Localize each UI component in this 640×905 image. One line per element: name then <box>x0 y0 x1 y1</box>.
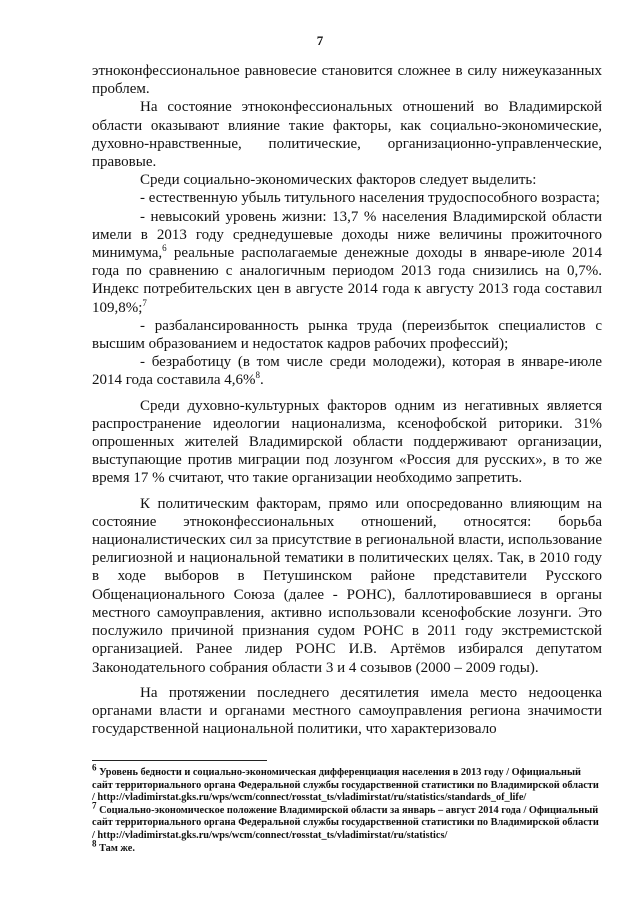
paragraph: На состояние этноконфессиональных отношений во Владимирской области оказывают влияние такие факторы, как социально-экономические, духовно-нравственные, политические, организационно-управленческие, правовые. <box>92 99 602 171</box>
footnote <box>92 762 604 805</box>
footnote <box>92 800 604 843</box>
list-item <box>92 353 602 389</box>
document-body <box>92 62 602 738</box>
list-item <box>92 208 602 317</box>
paragraph: этноконфессиональное равновесие становится сложнее в силу нижеуказанных проблем. <box>92 63 602 98</box>
paragraph: На протяжении последнего десятилетия имела место недооценка органами власти и органами местного самоуправления региона значимости государственной национальной политики, что характеризовало <box>92 684 602 738</box>
list-item: - разбалансированность рынка труда (переизбыток специалистов с высшим образованием и недостаток кадров рабочих профессий); <box>92 317 602 353</box>
footnote-text: Социально-экономическое положение Владимирской области за январь – август 2014 года / Официальный сайт территориального органа Федеральной службы государственной статистики по Владимирской области / http://vladimirstat.gks.ru/wps/wcm/connect/rosstat_ts/vladimirstat/ru/statistics/ <box>92 804 599 841</box>
paragraph: К политическим факторам, прямо или опосредованно влияющим на состояние этноконфессиональных отношений, относятся: борьба националистических сил за присутствие в региональной власти, использование религиозной и национальной тематики в политических целях. Так, в 2010 году в ходе выборов в Петушинском районе представители Русского Общенационального Союза (далее - РОНС), баллотировавшиеся в органы местного самоуправления, активно использовали ксенофобские лозунги. Это послужило причиной признания судом РОНС в 2011 году экстремистской организацией. Ранее лидер РОНС И.В. Артёмов избирался депутатом Законодательного собрания области 3 и 4 созывов (2000 – 2009 годы). <box>92 495 602 676</box>
list-item-text: . <box>259 372 264 389</box>
paragraph: Среди социально-экономических факторов следует выделить: <box>140 172 537 189</box>
list-item-text: - безработицу (в том числе среди молодежи), которая в январе-июле 2014 года составила 4,6% <box>92 354 602 389</box>
footnote-mark: 6 <box>92 762 97 773</box>
list-item: - естественную убыль титульного населения трудоспособного возраста; <box>140 190 600 207</box>
page-number: 7 <box>316 33 324 48</box>
paragraph: Среди духовно-культурных факторов одним из негативных является распространение идеологии национализма, ксенофобской риторики. 31% опрошенных жителей Владимирской области поддерживают организации, выступающие против миграции под лозунгом «Россия для русских», в то же время 17 % считают, что такие организации необходимо запретить. <box>92 397 602 487</box>
footnote-mark: 7 <box>92 800 97 811</box>
list-item-text: - невысокий уровень жизни: 13,7 % населения Владимирской области имели в 2013 году среднедушевые доходы ниже величины прожиточного минимума, <box>92 208 602 262</box>
footnote-ref: 6 <box>162 243 167 254</box>
footnote <box>92 838 604 856</box>
footnote-mark: 8 <box>92 838 97 849</box>
footnote-text: Уровень бедности и социально-экономическая дифференциация населения в 2013 году / Официальный сайт территориального органа Федеральной службы государственной статистики по Владимирской области / http://vladimirstat.gks.ru/wps/wcm/connect/rosstat_ts/vladimirstat/ru/statistics/standards_of_life/ <box>92 767 599 804</box>
footnotes <box>92 762 604 855</box>
footnote-text: Там же. <box>96 842 135 854</box>
footnote-ref: 7 <box>142 297 147 308</box>
footnote-ref: 8 <box>255 370 260 381</box>
list-item-text: реальные располагаемые денежные доходы в январе-июле 2014 года по сравнению с аналогичным периодом 2013 года снизились на 0,7%. Индекс потребительских цен в августе 2014 года к августу 2013 года составил 109,8%; <box>92 245 602 316</box>
footnote-divider <box>92 760 267 761</box>
